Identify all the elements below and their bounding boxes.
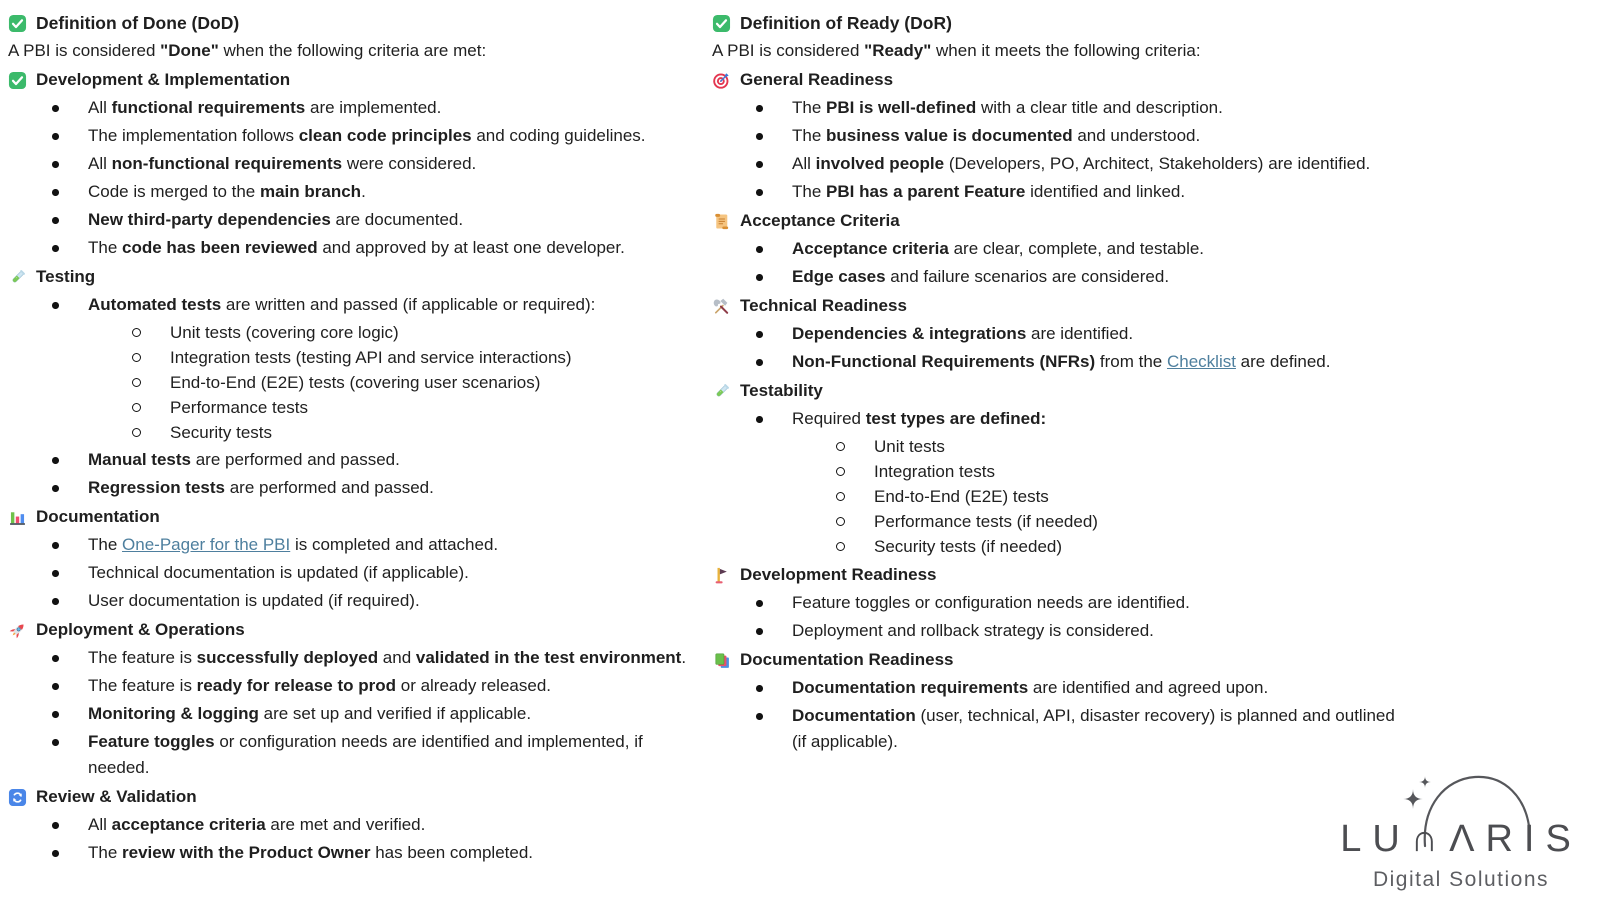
bullet [756, 236, 792, 253]
list-item-text [792, 264, 1404, 290]
bold-text: Dependencies & integrations [792, 324, 1027, 343]
bullet [52, 560, 88, 577]
list-item [8, 292, 688, 318]
sub-list-item [8, 370, 688, 395]
sub-bullet [836, 534, 874, 551]
section-title-text: Development & Implementation [36, 70, 291, 89]
list-item-text [792, 321, 1404, 347]
list-item [8, 840, 688, 866]
text: Required [792, 409, 866, 428]
sub-list-item [712, 434, 1404, 459]
sub-list-item-text: End-to-End (E2E) tests [874, 487, 1049, 506]
sub-list-item [712, 509, 1404, 534]
section-heading-documentation-readiness [712, 647, 1404, 673]
sub-list-item [8, 345, 688, 370]
text: Feature toggles or configuration needs are identified. [792, 593, 1190, 612]
text: Technical documentation is updated (if applicable). [88, 563, 469, 582]
bullet [52, 532, 88, 549]
list-item-text [792, 151, 1404, 177]
text: when it meets the following criteria: [931, 41, 1201, 60]
refresh-icon [8, 788, 27, 807]
sub-list-item-text: Performance tests (if needed) [874, 512, 1098, 531]
bullet [52, 701, 88, 718]
list-item [8, 179, 688, 205]
bullet [52, 588, 88, 605]
list-item-text [88, 588, 688, 614]
text: were considered. [342, 154, 477, 173]
section-heading-testing [8, 264, 688, 290]
text: The [792, 126, 827, 145]
bold-text: business value is documented [826, 126, 1073, 145]
bold-text: New third-party dependencies [88, 210, 331, 229]
test-tube-icon [8, 268, 27, 287]
sub-list-item-text: Integration tests [874, 462, 995, 481]
text: are implemented. [305, 98, 442, 117]
text: with a clear title and description. [976, 98, 1223, 117]
text: (user, technical, API, disaster recovery) is planned and outlined (if applicable). [792, 706, 1395, 751]
section-title-text: Documentation Readiness [740, 650, 954, 669]
list-item-text [88, 532, 688, 558]
sub-bullet [132, 395, 170, 412]
list-item-text [88, 673, 688, 699]
section-heading-general-readiness [712, 67, 1404, 93]
bullet [756, 179, 792, 196]
text: has been completed. [370, 843, 534, 862]
bullet [756, 349, 792, 366]
bullet [756, 703, 792, 720]
list-item-text [88, 123, 688, 149]
sub-list-item-text: Integration tests (testing API and service interactions) [170, 348, 572, 367]
sub-list-item-text: Security tests (if needed) [874, 537, 1063, 556]
bullet [52, 95, 88, 112]
sub-list-item [712, 534, 1404, 559]
target-icon [712, 71, 731, 90]
text: The implementation follows [88, 126, 299, 145]
text: when the following criteria are met: [218, 41, 487, 60]
list-item-text [792, 703, 1404, 755]
text: are set up and verified if applicable. [258, 704, 532, 723]
section-title-text: Review & Validation [36, 787, 197, 806]
sub-bullet [132, 345, 170, 362]
text: from the [1095, 352, 1167, 371]
bold-text: non-functional requirements [111, 154, 343, 173]
text: are written and passed (if applicable or required): [221, 295, 596, 314]
text: or already released. [396, 676, 551, 695]
column-title [8, 10, 688, 36]
flag-icon [712, 566, 731, 585]
list-item-text [88, 645, 688, 671]
list-item [712, 321, 1404, 347]
section-heading-testability [712, 378, 1404, 404]
bullet [756, 406, 792, 423]
list-item [8, 95, 688, 121]
bold-text: Acceptance criteria [792, 239, 949, 258]
bold-text: ready for release to prod [196, 676, 397, 695]
list-item-text [88, 812, 688, 838]
text: The feature is [88, 676, 197, 695]
dod-column [8, 10, 688, 868]
list-item [8, 673, 688, 699]
sub-bullet [836, 484, 874, 501]
sub-list-item-text: Unit tests (covering core logic) [170, 323, 399, 342]
list-item-text [88, 235, 688, 261]
text: are performed and passed. [190, 450, 400, 469]
bullet [756, 618, 792, 635]
list-item [712, 618, 1404, 644]
sub-list-item [712, 484, 1404, 509]
text: All [88, 154, 112, 173]
section-heading-review-validation [8, 784, 688, 810]
bullet [756, 95, 792, 112]
text: and coding guidelines. [471, 126, 646, 145]
text: The [792, 182, 827, 201]
text: All [88, 98, 112, 117]
list-item [8, 729, 688, 781]
bold-text: successfully deployed [196, 648, 379, 667]
sub-list-item [712, 459, 1404, 484]
section-heading-deployment-operations [8, 617, 688, 643]
list-item [8, 812, 688, 838]
list-item-text [792, 123, 1404, 149]
bullet [756, 675, 792, 692]
text: are performed and passed. [225, 478, 434, 497]
text: All [792, 154, 816, 173]
list-item-text [792, 95, 1404, 121]
list-item-text [88, 292, 688, 318]
text: The [88, 843, 123, 862]
text: The feature is [88, 648, 197, 667]
list-item [712, 264, 1404, 290]
list-item-text [792, 406, 1404, 432]
text: The [88, 535, 123, 554]
bullet [52, 207, 88, 224]
bullet [52, 123, 88, 140]
bold-text: acceptance criteria [111, 815, 266, 834]
text: are identified. [1026, 324, 1134, 343]
list-item-text [88, 475, 688, 501]
list-item-text [88, 179, 688, 205]
bold-text: "Done" [160, 41, 219, 60]
text: and [378, 648, 416, 667]
sparkle-icon [1403, 789, 1423, 809]
list-item-text [88, 95, 688, 121]
list-item-text [88, 701, 688, 727]
tools-icon [712, 297, 731, 316]
lunaris-logo [1325, 742, 1597, 898]
list-item-text [792, 618, 1404, 644]
bullet [52, 729, 88, 746]
section-heading-technical-readiness [712, 293, 1404, 319]
list-item-text [88, 151, 688, 177]
brand-name: LU∩ΛRIS [1340, 818, 1582, 860]
text: identified and linked. [1025, 182, 1186, 201]
sub-list-item-text: Performance tests [170, 398, 308, 417]
bold-text: validated in the test environment [415, 648, 682, 667]
list-item [712, 675, 1404, 701]
section-title-text: Testing [36, 267, 96, 286]
section-title-text: Documentation [36, 507, 160, 526]
section-heading-development-implementation [8, 67, 688, 93]
text: Code is merged to the [88, 182, 260, 201]
bold-text: Manual tests [88, 450, 191, 469]
rocket-icon [8, 621, 27, 640]
sub-list-item-text: Security tests [170, 423, 273, 442]
list-item-text [792, 349, 1404, 375]
list-item [712, 406, 1404, 432]
bold-text: Edge cases [792, 267, 886, 286]
list-item-text [88, 447, 688, 473]
bullet [52, 292, 88, 309]
list-item [8, 151, 688, 177]
bold-text: Feature toggles [88, 732, 215, 751]
section-title-text: Development Readiness [740, 565, 937, 584]
bold-text: PBI is well-defined [826, 98, 977, 117]
dor-column [712, 10, 1404, 757]
check-icon [8, 71, 27, 90]
list-item [8, 560, 688, 586]
list-item [8, 123, 688, 149]
list-item [712, 179, 1404, 205]
bold-text: review with the Product Owner [122, 843, 371, 862]
list-item [8, 701, 688, 727]
bullet [52, 645, 88, 662]
list-item [712, 95, 1404, 121]
list-item [8, 645, 688, 671]
text: are documented. [330, 210, 464, 229]
text: A PBI is considered [8, 41, 161, 60]
bold-text: main branch [259, 182, 362, 201]
text: The [88, 238, 123, 257]
text: All [88, 815, 112, 834]
list-item [8, 532, 688, 558]
text: and approved by at least one developer. [317, 238, 625, 257]
bold-text: clean code principles [298, 126, 472, 145]
bold-text: PBI has a parent Feature [826, 182, 1026, 201]
sub-list-item-text: Unit tests [874, 437, 945, 456]
bold-text: "Ready" [864, 41, 932, 60]
column-title [712, 10, 1404, 36]
books-icon [712, 651, 731, 670]
list-item-text [792, 179, 1404, 205]
list-item [8, 475, 688, 501]
list-item-text [792, 675, 1404, 701]
list-item [8, 588, 688, 614]
check-icon [8, 14, 27, 33]
bullet [52, 447, 88, 464]
text: is completed and attached. [290, 535, 499, 554]
section-title-text: Acceptance Criteria [740, 211, 900, 230]
sparkle-icon [1419, 776, 1431, 788]
sub-bullet [132, 370, 170, 387]
list-item-text [88, 840, 688, 866]
sub-bullet [836, 459, 874, 476]
bullet [756, 151, 792, 168]
list-item [8, 447, 688, 473]
sub-bullet [132, 320, 170, 337]
list-item [712, 590, 1404, 616]
bold-text: Regression tests [88, 478, 225, 497]
section-title-text: Deployment & Operations [36, 620, 245, 639]
text: are met and verified. [265, 815, 426, 834]
list-item [8, 207, 688, 233]
section-title-text: Testability [740, 381, 823, 400]
list-item-text [88, 560, 688, 586]
sub-bullet [132, 420, 170, 437]
one-pager-for-the-pbi-link[interactable]: One-Pager for the PBI [122, 535, 291, 554]
bold-text: Monitoring & logging [88, 704, 259, 723]
bullet [52, 235, 88, 252]
bold-text: test types are defined: [865, 409, 1047, 428]
sub-bullet [836, 434, 874, 451]
bold-text: involved people [815, 154, 945, 173]
list-item-text [88, 729, 688, 781]
list-item [712, 236, 1404, 262]
checklist-link[interactable]: Checklist [1166, 352, 1236, 371]
intro-text [8, 38, 688, 64]
bold-text: Automated tests [88, 295, 222, 314]
text: (Developers, PO, Architect, Stakeholders) are identified. [944, 154, 1371, 173]
bullet [52, 475, 88, 492]
list-item-text [792, 590, 1404, 616]
column-title-text: Definition of Ready (DoR) [740, 13, 952, 33]
bullet [52, 151, 88, 168]
list-item [712, 349, 1404, 375]
bullet [756, 123, 792, 140]
text: or configuration needs are identified and implemented, if needed. [88, 732, 643, 777]
list-item [712, 151, 1404, 177]
text: are defined. [1235, 352, 1331, 371]
sub-bullet [836, 509, 874, 526]
list-item [8, 235, 688, 261]
section-title-text: General Readiness [740, 70, 894, 89]
sub-list-item [8, 395, 688, 420]
bar-chart-icon [8, 508, 27, 527]
text: A PBI is considered [712, 41, 865, 60]
text: . [681, 648, 687, 667]
check-icon [712, 14, 731, 33]
text: Deployment and rollback strategy is considered. [792, 621, 1154, 640]
column-title-text: Definition of Done (DoD) [36, 13, 240, 33]
list-item [712, 123, 1404, 149]
text: are identified and agreed upon. [1028, 678, 1269, 697]
text: User documentation is updated (if required). [88, 591, 420, 610]
text: and failure scenarios are considered. [885, 267, 1170, 286]
bullet [52, 179, 88, 196]
bullet [756, 264, 792, 281]
list-item [712, 703, 1404, 755]
text: are clear, complete, and testable. [948, 239, 1205, 258]
section-title-text: Technical Readiness [740, 296, 907, 315]
brand-tagline: Digital Solutions [1372, 868, 1550, 891]
section-heading-documentation [8, 504, 688, 530]
section-heading-development-readiness [712, 562, 1404, 588]
bullet [756, 321, 792, 338]
bullet [756, 590, 792, 607]
bold-text: code has been reviewed [122, 238, 318, 257]
bullet [52, 840, 88, 857]
bold-text: Non-Functional Requirements (NFRs) [792, 352, 1096, 371]
sub-list-item [8, 420, 688, 445]
list-item-text [88, 207, 688, 233]
text: The [792, 98, 827, 117]
test-tube-icon [712, 382, 731, 401]
list-item-text [792, 236, 1404, 262]
bullet [52, 673, 88, 690]
bold-text: Documentation requirements [792, 678, 1029, 697]
sub-list-item-text: End-to-End (E2E) tests (covering user scenarios) [170, 373, 541, 392]
intro-text [712, 38, 1404, 64]
sub-list-item [8, 320, 688, 345]
bold-text: Documentation [792, 706, 916, 725]
scroll-icon [712, 212, 731, 231]
text: . [361, 182, 366, 201]
bold-text: functional requirements [111, 98, 306, 117]
section-heading-acceptance-criteria [712, 208, 1404, 234]
bullet [52, 812, 88, 829]
text: and understood. [1072, 126, 1201, 145]
